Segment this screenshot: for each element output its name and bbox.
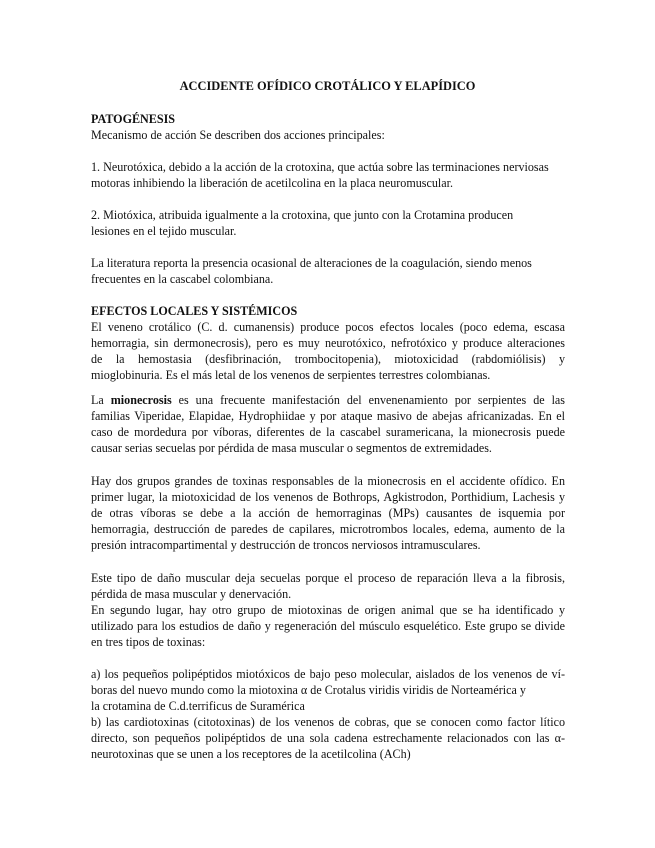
toxin-types-list (91, 666, 565, 762)
list-item-a-line: la crotamina de C.d.terrificus de Suramérica (91, 699, 305, 713)
text-line: 1. Neurotóxica, debido a la acción de la crotoxina, que actúa sobre las terminaciones nerviosas (91, 160, 549, 174)
text-line: familias Viperidae, Elapidae, Hydrophiidae y por ataque masivo de abejas africanizadas. En el (91, 409, 565, 423)
text-line: primer lugar, la miotoxicidad de los venenos de Bothrops, Agkistrodon, Porthidium, Lachesis y (91, 490, 565, 504)
text-line: causar serias secuelas por pérdida de masa muscular o segmentos de extremidades. (91, 441, 492, 455)
mechanism-intro (91, 127, 565, 143)
text-line: mioglobinuria. Es el más letal de los venenos de serpientes terrestres colombianas. (91, 368, 491, 382)
list-item-b-line: b) las cardiotoxinas (citotoxinas) de los venenos de cobras, que se conocen como factor lítico (91, 715, 565, 729)
text-line: hemorragia, destrucción de paredes de capilares, microtrombos locales, edema, aumento de la (91, 522, 565, 536)
list-item-b-line: directo, son pequeños polipéptidos de una sola cadena estrechamente relacionados con las α- (91, 731, 565, 745)
text-line: En segundo lugar, hay otro grupo de miotoxinas de origen animal que se ha identificado y (91, 603, 565, 617)
section-heading-efectos: EFECTOS LOCALES Y SISTÉMICOS (91, 304, 298, 318)
text-line: caso de mordedura por víboras, diferentes de la cascabel suramericana, la mionecrosis puede (91, 425, 565, 439)
text-line: Hay dos grupos grandes de toxinas responsables de la mionecrosis en el accidente ofídico. En (91, 474, 565, 488)
muscle-damage-paragraph (91, 570, 565, 650)
text-line: lesiones en el tejido muscular. (91, 224, 237, 238)
text-line: en tres tipos de toxinas: (91, 635, 206, 649)
section-heading-patogenesis: PATOGÉNESIS (91, 112, 176, 126)
text-line: El veneno crotálico (C. d. cumanensis) produce pocos efectos locales (poco edema, escasa (91, 320, 565, 334)
item-neurotoxic (91, 159, 565, 191)
text-line: de otras víboras se debe a la acción de hemorraginas (MPs) causantes de isquemia por (91, 506, 565, 520)
text-line-with-bold-term: La mionecrosis es una frecuente manifestación del envenenamiento por serpientes de las (91, 393, 566, 407)
mionecrosis-paragraph (91, 392, 565, 456)
document-title: ACCIDENTE OFÍDICO CROTÁLICO Y ELAPÍDICO (179, 79, 476, 93)
toxin-groups-paragraph (91, 473, 565, 553)
venom-paragraph (91, 319, 565, 383)
list-item-b-line: neurotoxinas que se unen a los receptores de la acetilcolina (ACh) (91, 747, 411, 761)
text-line: Este tipo de daño muscular deja secuelas porque el proceso de reparación lleva a la fibrosis, (91, 571, 565, 585)
text-line: hemorragia, sin dermonecrosis), pero es muy neurotóxico, nefrotóxico y produce alteraciones (91, 336, 565, 350)
text-line: frecuentes en la cascabel colombiana. (91, 272, 274, 286)
list-item-a-line: a) los pequeños polipéptidos miotóxicos de bajo peso molecular, aislados de los venenos de ví- (91, 667, 565, 681)
bold-term-mionecrosis: mionecrosis (110, 393, 172, 407)
text-line: presión intracompartimental y destrucción de troncos nerviosos intramusculares. (91, 538, 481, 552)
list-item-a-line: boras del nuevo mundo como la miotoxina α de Crotalus viridis viridis de Norteamérica y (91, 683, 526, 697)
text-line: utilizado para los estudios de daño y regeneración del músculo esquelético. Este grupo se divide (91, 619, 565, 633)
text-line: motoras inhibiendo la liberación de acetilcolina en la placa neuromuscular. (91, 176, 454, 190)
text-line: La literatura reporta la presencia ocasional de alteraciones de la coagulación, siendo menos (91, 256, 532, 270)
item-myotoxic (91, 207, 565, 239)
text-line: Mecanismo de acción Se describen dos acciones principales: (91, 128, 385, 142)
text-line: pérdida de masa muscular y denervación. (91, 587, 292, 601)
coagulation-paragraph (91, 255, 565, 287)
text-line: de la hemostasia (desfibrinación, trombocitopenia), miotoxicidad (rabdomiólisis) y (91, 352, 565, 366)
text-line: 2. Miotóxica, atribuida igualmente a la crotoxina, que junto con la Crotamina producen (91, 208, 514, 222)
